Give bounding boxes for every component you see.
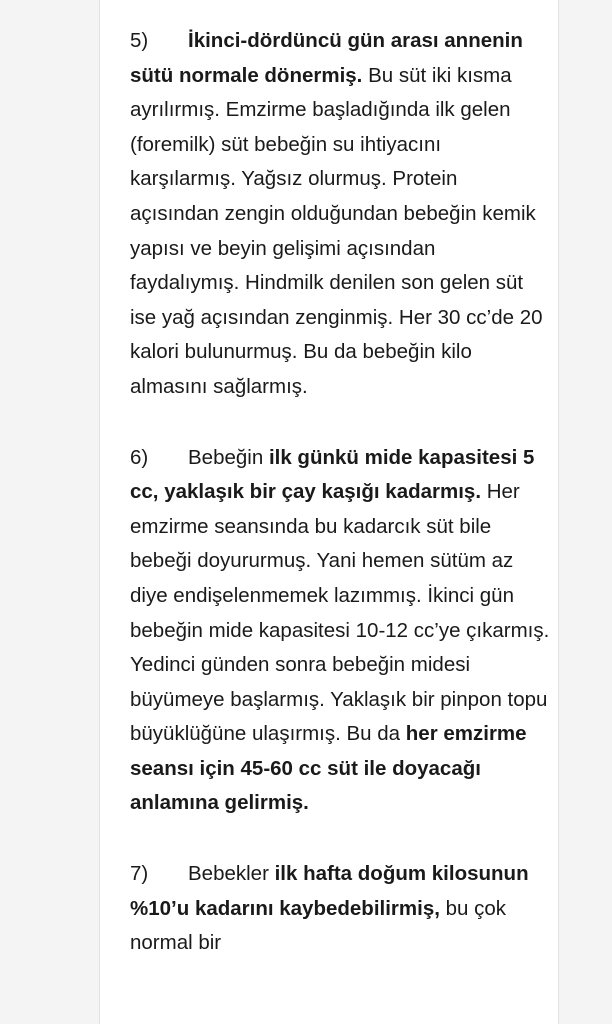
- text-segment-bold: ilk günkü mide kapasitesi 5 cc, yaklaşık bir çay kaşığı kadarmış.: [130, 445, 535, 504]
- text-segment: bu çok normal bir: [130, 896, 507, 955]
- item-number: 6): [130, 445, 149, 469]
- item-number: 5): [130, 29, 149, 52]
- list-item-5: [130, 24, 550, 405]
- text-segment-bold: ilk hafta doğum kilosunun %10’u kadarını kaybedebilirmiş,: [130, 862, 529, 920]
- article-body: [130, 24, 550, 997]
- text-segment: Bu süt iki kısma ayrılırmış. Emzirme başladığında ilk gelen (foremilk) süt bebeğin su ihtiyacını karşılarmış. Yağsız olurmuş. Protein açısından zengin olduğundan bebeğin kemik yapısı ve beyin gelişimi açısından faydalıymış. Hindmilk denilen son gelen süt ise yağ açısından zenginmiş. Her 30 cc’de 20 kalori bulunurmuş. Bu da bebeğin kilo almasını sağlarmış.: [130, 63, 543, 398]
- text-segment-bold: İkinci-dördüncü gün arası annenin sütü normale dönermiş.: [130, 29, 523, 87]
- list-item-6: [130, 441, 550, 822]
- text-segment: Her emzirme seansında bu kadarcık süt bile bebeği doyururmuş. Yani hemen sütüm az diye endişelenmemek lazımmış. İkinci gün bebeğin mide kapasitesi 10-12 cc’ye çıkarmış. Yedinci günden sonra bebeğin midesi büyümeye başlarmış. Yaklaşık bir pinpon topu büyüklüğüne ulaşırmış. Bu da: [130, 480, 550, 746]
- text-segment: Bebekler: [188, 862, 275, 886]
- list-item-7: [130, 857, 550, 961]
- text-segment: Bebeğin: [188, 445, 269, 469]
- text-segment-bold: her emzirme seansı için 45-60 cc süt ile doyacağı anlamına gelirmiş.: [130, 722, 527, 815]
- item-number: 7): [130, 862, 149, 886]
- document-page: [99, 0, 559, 1024]
